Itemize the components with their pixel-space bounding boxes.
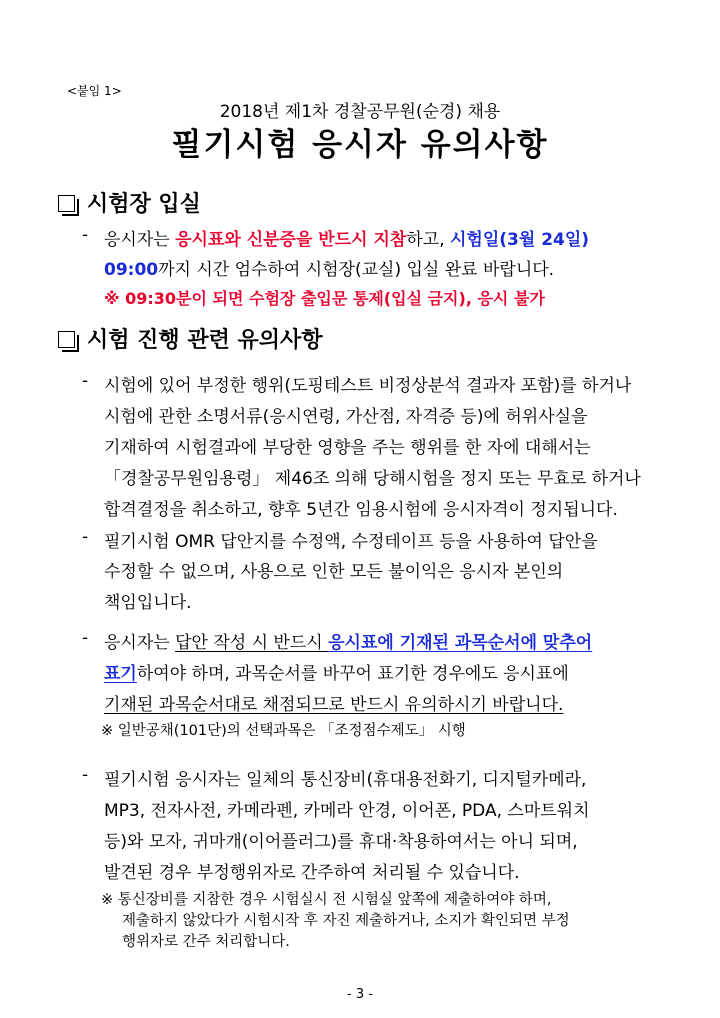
item3-line-3: 기재된 과목순서대로 채점되므로 반드시 유의하시기 바랍니다. [104, 695, 564, 715]
entry-warning: ※ 09:30분이 되면 수험장 출입문 통제(입실 금지), 응시 불가 [104, 289, 545, 308]
bullet-dash: - [82, 765, 89, 785]
document-title: 필기시험 응시자 유의사항 [171, 127, 549, 163]
item2-line: 책임입니다. [104, 593, 192, 613]
item1-line: 합격결정을 취소하고, 향후 5년간 임용시험에 응시자격이 정지됩니다. [104, 500, 618, 520]
text-run: 응시자는 [104, 230, 176, 250]
highlight-marking: 표기 [104, 664, 137, 684]
item1-line: 시험에 관한 소명서류(응시연령, 가산점, 자격증 등)에 허위사실을 [104, 407, 588, 427]
entry-line-1 [104, 225, 589, 250]
text-run: 하고, [406, 230, 450, 250]
item4-note-line: 행위자로 간주 처리합니다. [122, 934, 290, 950]
bullet-dash: - [82, 628, 89, 648]
item2-line: 필기시험 OMR 답안지를 수정액, 수정테이프 등을 사용하여 답안을 [104, 532, 598, 552]
item4-line: 발견된 경우 부정행위자로 간주하여 처리될 수 있습니다. [104, 863, 520, 883]
highlight-subject-order: 응시표에 기재된 과목순서에 맞추어 [328, 633, 593, 653]
item4-line: 등)와 모자, 귀마개(이어플러그)를 휴대·착용하여서는 아니 되며, [104, 832, 578, 852]
section-heading-entry [58, 187, 201, 218]
checkbox-square-icon [58, 195, 75, 212]
checkbox-square-icon [58, 331, 75, 348]
text-run: 까지 시간 엄수하여 시험장(교실) 입실 완료 바랍니다. [158, 260, 555, 280]
text-run: 하여야 하며, 과목순서를 바꾸어 표기한 경우에도 응시표에 [136, 664, 569, 684]
item4-line: MP3, 전자사전, 카메라펜, 카메라 안경, 이어폰, PDA, 스마트워치 [104, 801, 590, 821]
item3-line-1 [104, 628, 592, 653]
item2-line: 수정할 수 없으며, 사용으로 인한 모든 불이익은 응시자 본인의 [104, 562, 564, 582]
section-heading-entry-text: 시험장 입실 [87, 192, 201, 217]
section-heading-precautions-text: 시험 진행 관련 유의사항 [87, 328, 323, 353]
bullet-dash: - [82, 527, 89, 547]
item1-line: 「경찰공무원임용령」 제46조 의해 당해시험을 정지 또는 무효로 하거나 [104, 469, 641, 489]
item3-line-2 [104, 659, 569, 684]
text-run: 응시자는 [104, 633, 176, 653]
entry-line-2 [104, 255, 554, 280]
item3-note: ※ 일반공채(101단)의 선택과목은 「조정점수제도」 시행 [101, 723, 466, 739]
item4-line: 필기시험 응시자는 일체의 통신장비(휴대용전화기, 디지털카메라, [104, 770, 587, 790]
item1-line: 시험에 있어 부정한 행위(도핑테스트 비정상분석 결과자 포함)를 하거나 [104, 376, 632, 396]
attachment-label: <붙임 1> [67, 84, 122, 98]
section-heading-precautions [58, 323, 323, 354]
document-subtitle: 2018년 제1차 경찰공무원(순경) 채용 [219, 102, 501, 122]
bullet-dash: - [82, 371, 89, 391]
highlight-required-items: 응시표와 신분증을 반드시 지참 [175, 230, 407, 250]
underlined-text: 답안 작성 시 반드시 [175, 633, 329, 653]
highlight-exam-date: 시험일(3월 24일) [450, 230, 590, 250]
page-number: - 3 - [347, 987, 373, 1002]
item1-line: 기재하여 시험결과에 부당한 영향을 주는 행위를 한 자에 대해서는 [104, 438, 591, 458]
highlight-entry-time: 09:00 [104, 260, 159, 280]
item4-note-line: 제출하지 않았다가 시험시작 후 자진 제출하거나, 소지가 확인되면 부정 [122, 913, 570, 929]
bullet-dash: - [82, 225, 89, 245]
item4-note-line: ※ 통신장비를 지참한 경우 시험실시 전 시험실 앞쪽에 제출하여야 하며, [101, 892, 552, 908]
